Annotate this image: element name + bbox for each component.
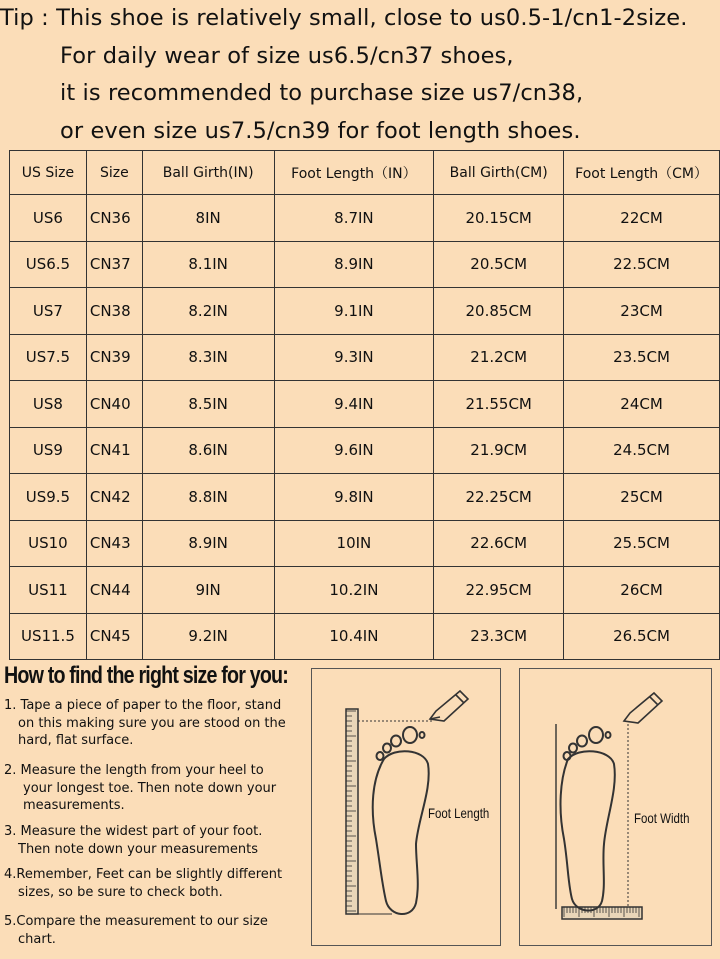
foot-width-illustration [519,668,712,946]
table-cell: CN38 [86,288,142,335]
step-2 [4,762,304,815]
table-cell: 9IN [142,567,274,614]
table-cell: 8.9IN [142,520,274,567]
table-cell: 24.5CM [564,427,720,474]
ruler-icon [346,709,358,914]
table-cell: 26CM [564,567,720,614]
foot-length-illustration [311,668,501,946]
table-cell: CN36 [86,195,142,242]
step-2-line: your longest toe. Then note down your [23,780,277,796]
step-5-line: chart. [18,931,56,947]
table-cell: CN37 [86,241,142,288]
step-5 [4,913,304,948]
step-3-line: Then note down your measurements [18,841,259,857]
table-row [10,567,720,614]
table-cell: US6.5 [10,241,87,288]
table-cell: 24CM [564,381,720,428]
step-2-line: 2. Measure the length from your heel to [4,763,264,778]
table-cell: CN42 [86,474,142,521]
table-cell: CN44 [86,567,142,614]
step-3-line: 3. Measure the widest part of your foot. [4,824,263,839]
size-chart-table [9,150,720,660]
header-size: Size [86,151,142,195]
step-1-line: 1. Tape a piece of paper to the floor, stand [4,698,282,713]
table-cell: 21.55CM [434,381,564,428]
header-us-size: US Size [10,151,87,195]
foot-width-drawing [520,669,711,945]
tip-text [0,0,720,150]
step-1 [4,697,304,750]
table-cell: 26.5CM [564,613,720,660]
table-cell: 20.15CM [434,195,564,242]
table-cell: US8 [10,381,87,428]
table-cell: 8.1IN [142,241,274,288]
table-cell: 9.3IN [274,334,434,381]
table-cell: CN41 [86,427,142,474]
foot-width-label: Foot Width [634,810,690,826]
table-cell: 8.5IN [142,381,274,428]
table-cell: 20.5CM [434,241,564,288]
step-4 [4,866,304,901]
tip-line-1: Tip : This shoe is relatively small, close to us0.5-1/cn1-2size. [0,5,688,31]
howto-title: How to find the right size for you: [4,662,288,689]
table-cell: CN39 [86,334,142,381]
foot-icon [561,727,615,911]
table-cell: US7 [10,288,87,335]
table-cell: 9.1IN [274,288,434,335]
table-cell: US7.5 [10,334,87,381]
table-cell: US9.5 [10,474,87,521]
table-cell: 23.5CM [564,334,720,381]
step-2-line: measurements. [23,798,125,813]
step-4-line: sizes, so be sure to check both. [18,884,223,900]
table-cell: 9.2IN [142,613,274,660]
table-cell: 22.6CM [434,520,564,567]
table-cell: 8.2IN [142,288,274,335]
table-cell: 22.5CM [564,241,720,288]
pencil-icon [430,691,468,721]
table-cell: 23.3CM [434,613,564,660]
table-cell: CN43 [86,520,142,567]
table-cell: US11 [10,567,87,614]
table-cell: US10 [10,520,87,567]
table-cell: 9.4IN [274,381,434,428]
tip-line-2: For daily wear of size us6.5/cn37 shoes, [60,42,514,69]
table-cell: 22.25CM [434,474,564,521]
foot-icon [373,727,429,914]
table-row [10,241,720,288]
table-cell: US6 [10,195,87,242]
table-header-row [10,151,720,195]
step-1-line: on this making sure you are stood on the [18,715,286,731]
table-cell: 8.3IN [142,334,274,381]
table-cell: CN45 [86,613,142,660]
step-3 [4,823,304,858]
table-cell: 8.6IN [142,427,274,474]
table-cell: US9 [10,427,87,474]
table-cell: 21.2CM [434,334,564,381]
table-cell: 23CM [564,288,720,335]
step-4-line: 4.Remember, Feet can be slightly different [4,867,283,882]
pencil-icon [624,693,662,723]
table-cell: CN40 [86,381,142,428]
tip-line-3: it is recommended to purchase size us7/cn38, [60,80,584,106]
table-cell: 21.9CM [434,427,564,474]
table-cell: 20.85CM [434,288,564,335]
table-cell: 22CM [564,195,720,242]
header-ball-girth-cm: Ball Girth(CM) [434,151,564,195]
table-cell: 8IN [142,195,274,242]
foot-length-label: Foot Length [428,805,490,821]
tip-line-4: or even size us7.5/cn39 for foot length shoes. [60,117,581,144]
table-cell: 10.2IN [274,567,434,614]
ruler-icon [562,907,642,919]
table-row [10,520,720,567]
step-1-line: hard, flat surface. [18,733,134,748]
header-foot-length-in: Foot Length（IN） [274,151,434,195]
table-cell: 25CM [564,474,720,521]
table-row [10,334,720,381]
table-cell: 10.4IN [274,613,434,660]
header-foot-length-cm: Foot Length（CM） [564,151,720,195]
table-cell: 22.95CM [434,567,564,614]
table-row [10,474,720,521]
table-row [10,381,720,428]
table-row [10,288,720,335]
table-cell: 9.8IN [274,474,434,521]
table-cell: 10IN [274,520,434,567]
table-cell: 8.7IN [274,195,434,242]
table-cell: 8.9IN [274,241,434,288]
table-row [10,195,720,242]
table-cell: 9.6IN [274,427,434,474]
table-cell: US11.5 [10,613,87,660]
step-5-line: 5.Compare the measurement to our size [4,914,268,929]
table-cell: 25.5CM [564,520,720,567]
table-row [10,613,720,660]
header-ball-girth-in: Ball Girth(IN) [142,151,274,195]
table-row [10,427,720,474]
table-cell: 8.8IN [142,474,274,521]
